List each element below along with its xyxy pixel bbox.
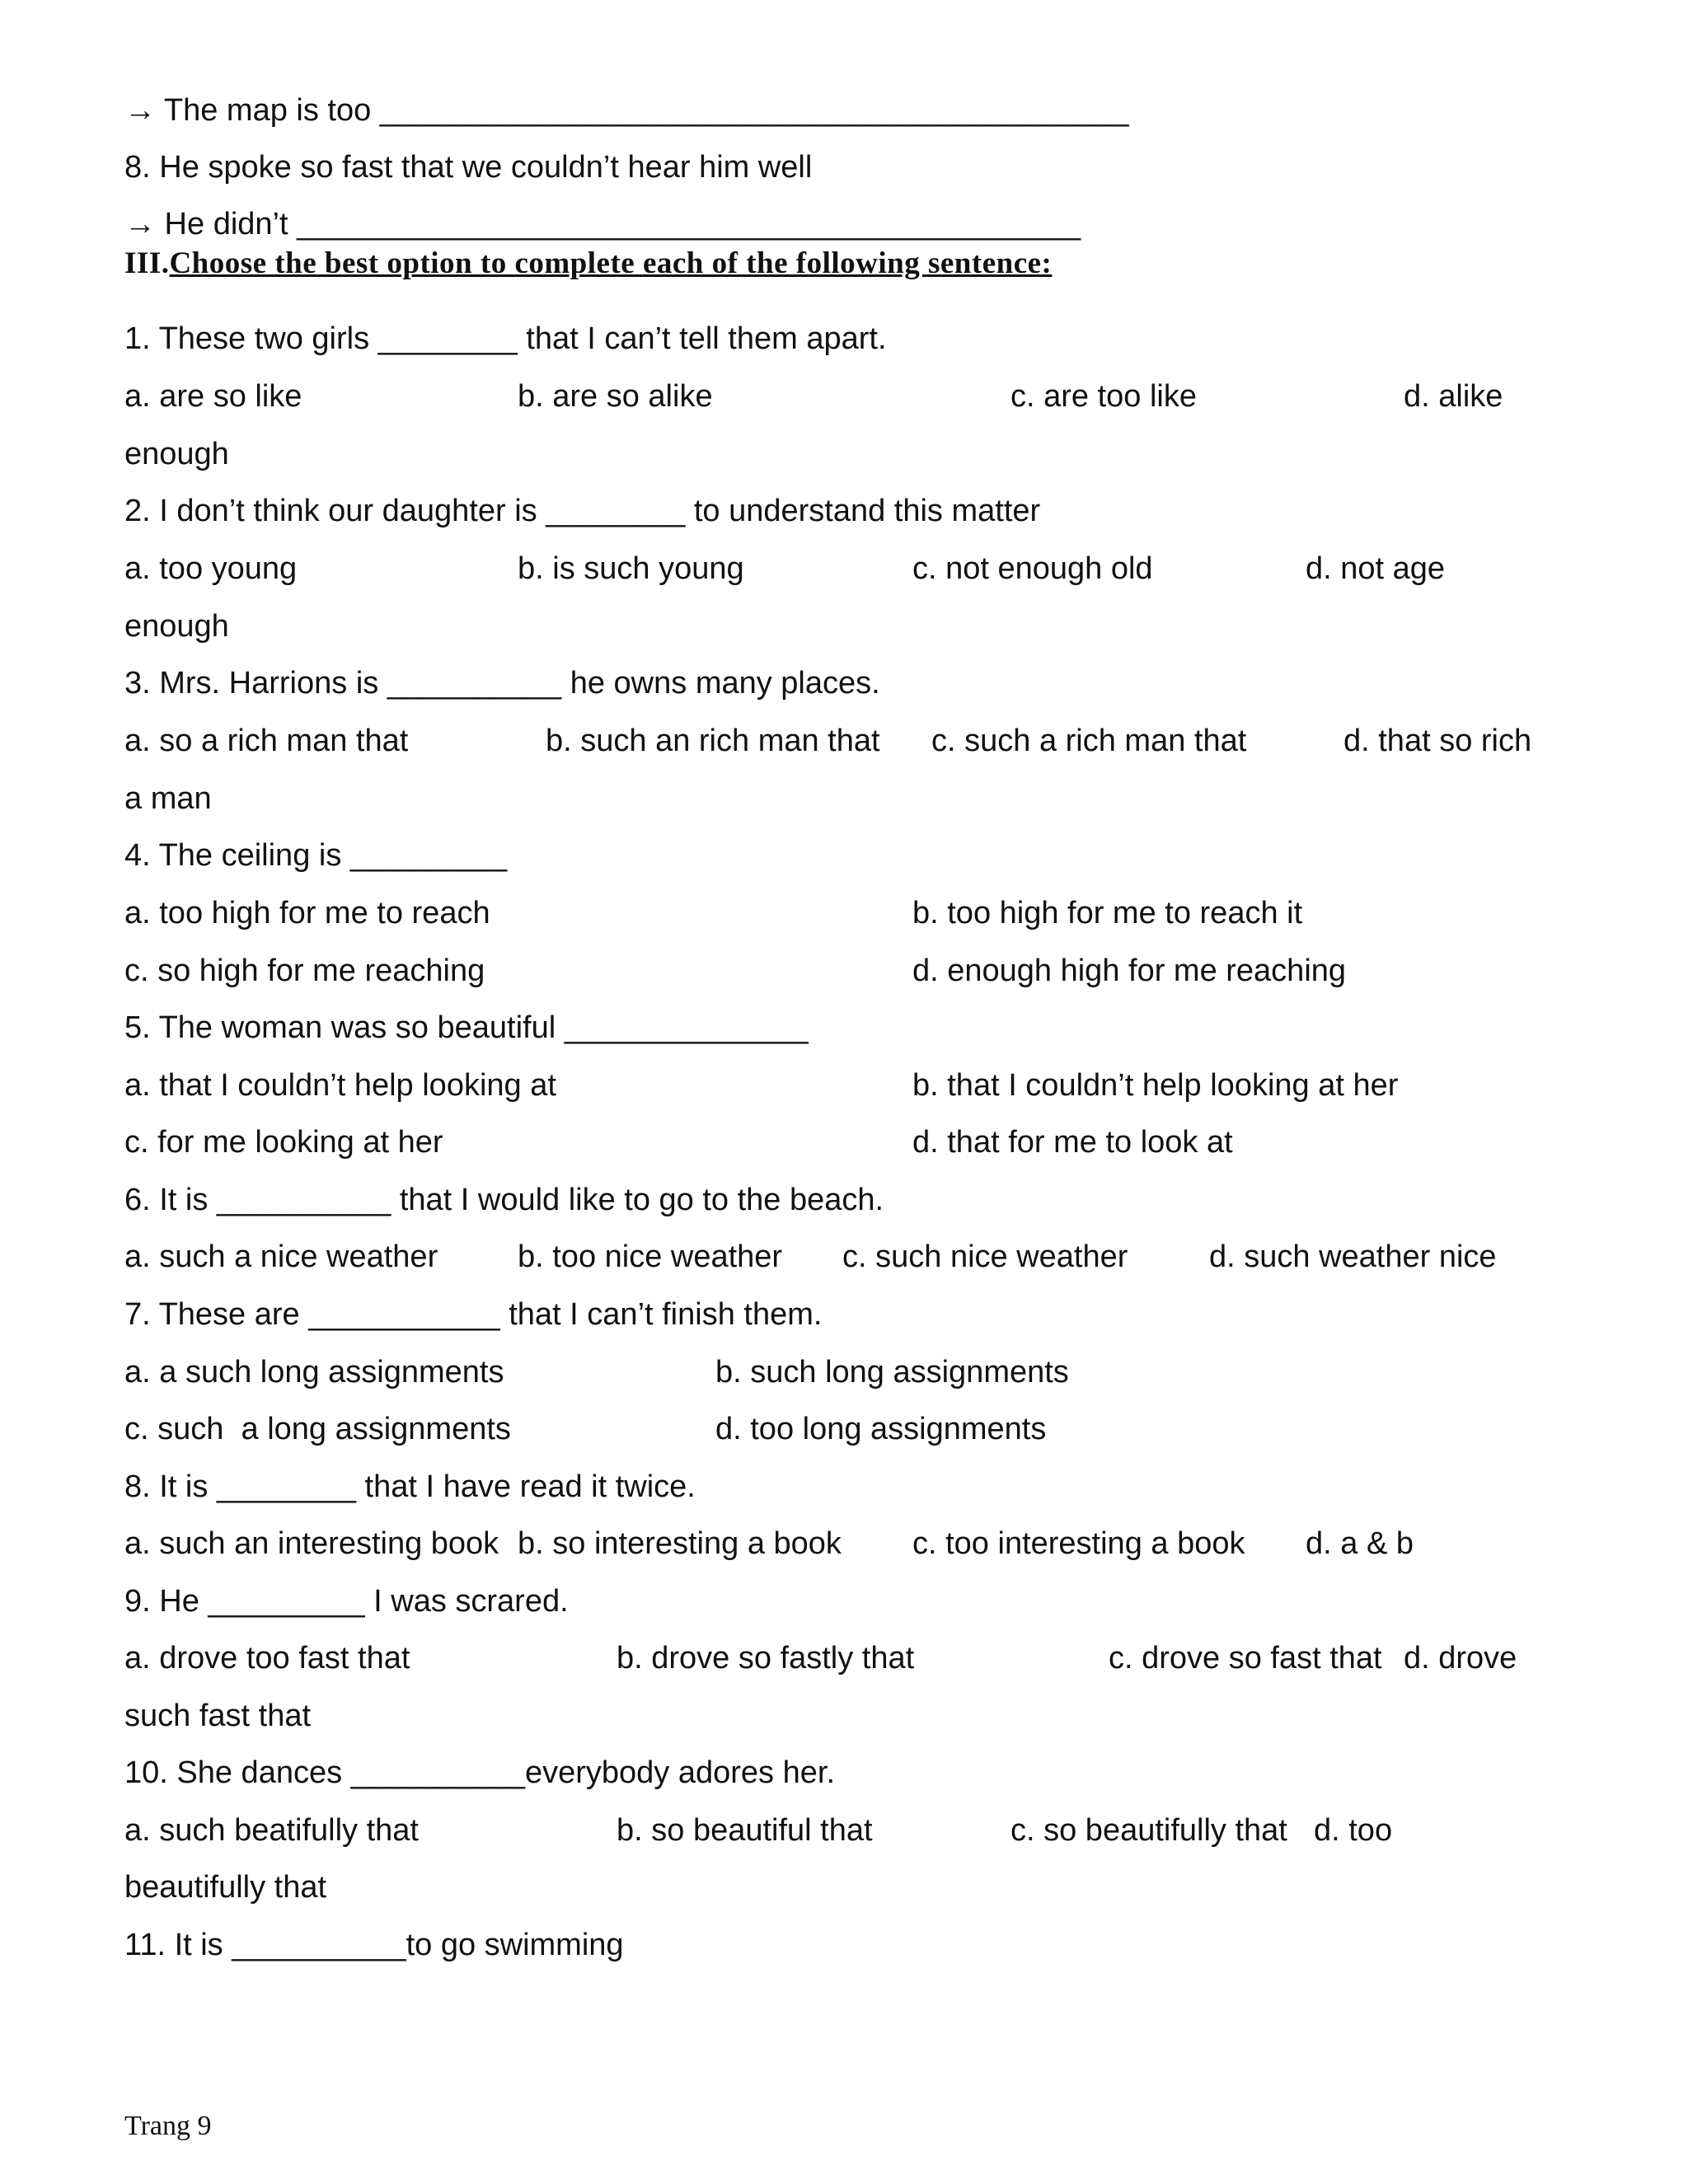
q10-option-c: c. so beautifully that bbox=[1010, 1813, 1287, 1848]
question-3: 3. Mrs. Harrions is __________ he owns many places. bbox=[124, 666, 880, 701]
q8-option-c: c. too interesting a book bbox=[912, 1526, 1245, 1561]
q9-option-a: a. drove too fast that bbox=[124, 1641, 410, 1675]
q2-option-d: d. not age bbox=[1306, 551, 1446, 586]
question-9: 9. He _________ I was scrared. bbox=[124, 1584, 569, 1619]
q10-option-d: d. too bbox=[1314, 1813, 1393, 1848]
q10-option-b: b. so beautiful that bbox=[617, 1813, 873, 1848]
q2-option-c: c. not enough old bbox=[912, 551, 1153, 586]
rewrite-question-8: 8. He spoke so fast that we couldn’t hear him well bbox=[124, 150, 813, 185]
question-11: 11. It is __________to go swimming bbox=[124, 1928, 624, 1962]
q6-option-c: c. such nice weather bbox=[842, 1240, 1128, 1274]
q7-option-b: b. such long assignments bbox=[715, 1355, 1069, 1390]
q5-option-c: c. for me looking at her bbox=[124, 1125, 443, 1160]
q3-option-d: d. that so rich bbox=[1343, 724, 1532, 758]
q7-option-c: c. such a long assignments bbox=[124, 1412, 511, 1446]
q1-option-c: c. are too like bbox=[1010, 379, 1197, 414]
q3-option-c: c. such a rich man that bbox=[931, 724, 1247, 758]
page-number: Trang 9 bbox=[124, 2111, 212, 2141]
q6-option-b: b. too nice weather bbox=[518, 1240, 783, 1274]
q8-option-a: a. such an interesting book bbox=[124, 1526, 499, 1561]
q9-option-b: b. drove so fastly that bbox=[617, 1641, 915, 1675]
section-number: III. bbox=[124, 246, 170, 280]
q4-option-d: d. enough high for me reaching bbox=[912, 954, 1347, 988]
q4-option-c: c. so high for me reaching bbox=[124, 954, 485, 988]
q8-option-d: d. a & b bbox=[1306, 1526, 1414, 1561]
rewrite-answer-line-7: → The map is too ___________________________________________ bbox=[124, 93, 1129, 128]
q1-option-b: b. are so alike bbox=[518, 379, 713, 414]
question-1: 1. These two girls ________ that I can’t tell them apart. bbox=[124, 321, 887, 356]
q6-option-d: d. such weather nice bbox=[1209, 1240, 1497, 1274]
q7-option-a: a. a such long assignments bbox=[124, 1355, 504, 1390]
question-8: 8. It is ________ that I have read it twice. bbox=[124, 1469, 696, 1504]
q9-option-d: d. drove bbox=[1404, 1641, 1517, 1675]
q2-option-continuation: enough bbox=[124, 609, 229, 644]
question-7: 7. These are ___________ that I can’t finish them. bbox=[124, 1297, 823, 1332]
question-2: 2. I don’t think our daughter is ________ to understand this matter bbox=[124, 494, 1041, 528]
q1-option-a: a. are so like bbox=[124, 379, 302, 414]
q5-option-a: a. that I couldn’t help looking at bbox=[124, 1068, 556, 1103]
q2-option-b: b. is such young bbox=[518, 551, 744, 586]
q9-option-continuation: such fast that bbox=[124, 1699, 312, 1733]
q3-option-continuation: a man bbox=[124, 781, 212, 816]
q1-option-d: d. alike bbox=[1404, 379, 1503, 414]
q5-option-d: d. that for me to look at bbox=[912, 1125, 1233, 1160]
section-title: Choose the best option to complete each of the following sentence: bbox=[169, 246, 1053, 280]
q7-option-d: d. too long assignments bbox=[715, 1412, 1047, 1446]
q3-option-a: a. so a rich man that bbox=[124, 724, 409, 758]
question-6: 6. It is __________ that I would like to go to the beach. bbox=[124, 1183, 884, 1217]
q3-option-b: b. such an rich man that bbox=[546, 724, 880, 758]
q2-option-a: a. too young bbox=[124, 551, 298, 586]
q10-option-a: a. such beatifully that bbox=[124, 1813, 419, 1848]
q4-option-b: b. too high for me to reach it bbox=[912, 896, 1303, 930]
q4-option-a: a. too high for me to reach bbox=[124, 896, 490, 930]
question-5: 5. The woman was so beautiful ______________ bbox=[124, 1010, 809, 1045]
q1-option-continuation: enough bbox=[124, 437, 229, 471]
q5-option-b: b. that I couldn’t help looking at her bbox=[912, 1068, 1399, 1103]
rewrite-answer-line-8: → He didn’t _____________________________________________ bbox=[124, 207, 1081, 241]
q10-option-continuation: beautifully that bbox=[124, 1870, 327, 1905]
section-3-heading bbox=[124, 246, 1052, 282]
q8-option-b: b. so interesting a book bbox=[518, 1526, 842, 1561]
question-10: 10. She dances __________everybody adores her. bbox=[124, 1755, 835, 1790]
question-4: 4. The ceiling is _________ bbox=[124, 838, 508, 873]
q9-option-c: c. drove so fast that bbox=[1109, 1641, 1382, 1675]
q6-option-a: a. such a nice weather bbox=[124, 1240, 438, 1274]
